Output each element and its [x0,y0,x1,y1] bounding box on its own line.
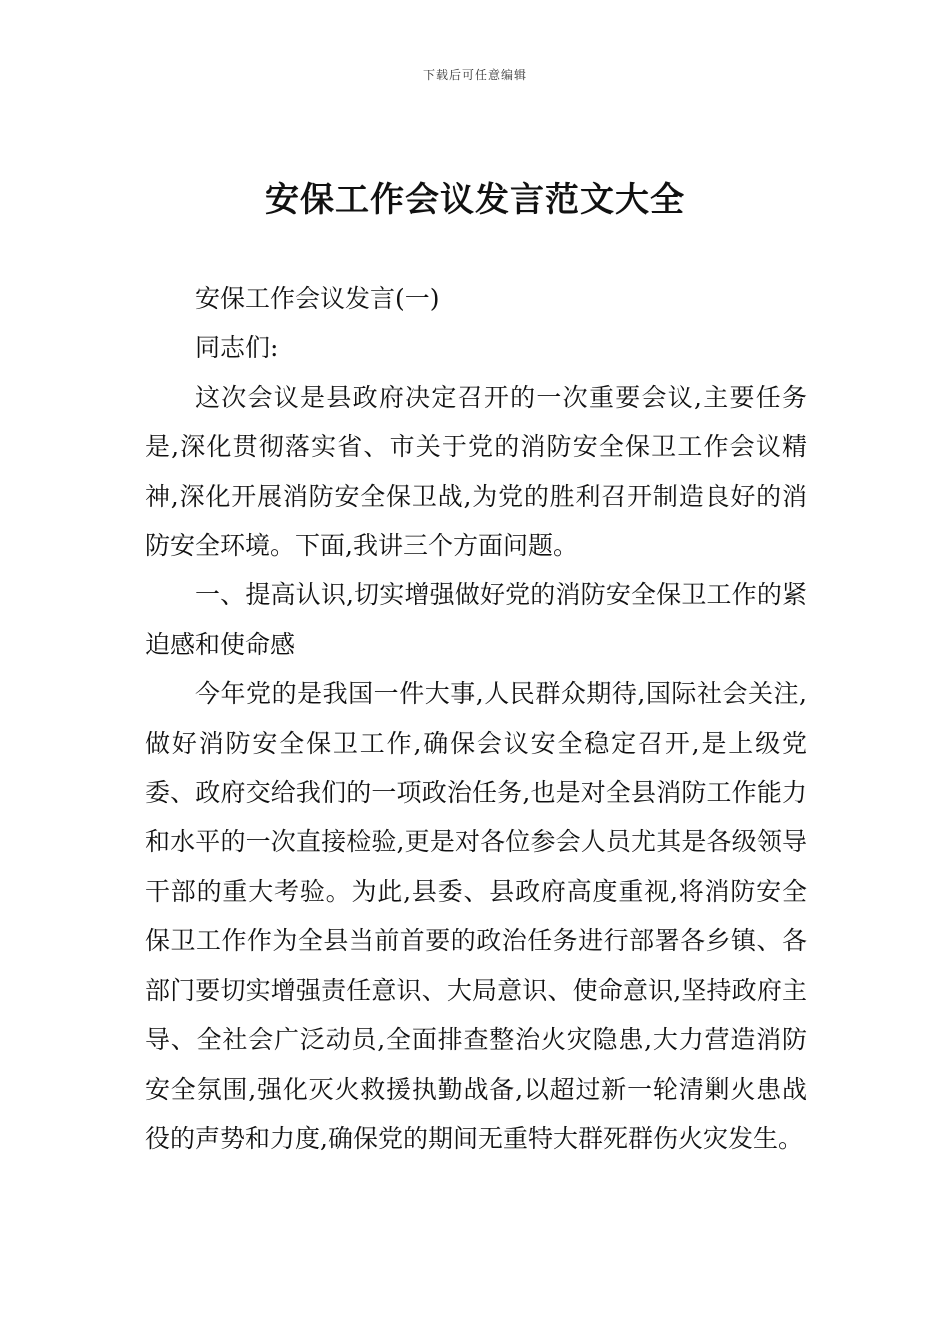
salutation: 同志们: [195,333,279,363]
document-title: 安保工作会议发言范文大全 [265,180,685,220]
paragraph: 今年党的是我国一件大事,人民群众期待,国际社会关注,做好消防安全保卫工作,确保会议安全稳定召开,是上级党委、政府交给我们的一项政治任务,也是对全县消防工作能力和水平的一次直接检验,更是对各位参会人员尤其是各级领导干部的重大考验。为此,县委、县政府高度重视,将消防安全保卫工作作为全县当前首要的政治任务进行部署各乡镇、各部门要切实增强责任意识、大局意识、使命意识,坚持政府主导、全社会广泛动员,全面排查整治火灾隐患,大力营造消防安全氛围,强化灭火救援执勤战备,以超过新一轮清剿火患战役的声势和力度,确保党的期间无重特大群死群伤火灾发生。 [145,679,807,1153]
header-note: 下载后可任意编辑 [422,68,527,82]
section-heading: 安保工作会议发言(一) [195,284,440,313]
paragraph: 这次会议是县政府决定召开的一次重要会议,主要任务是,深化贯彻落实省、市关于党的消防安全保卫工作会议精神,深化开展消防安全保卫战,为党的胜利召开制造良好的消防安全环境。下面,我讲三个方面问题。 [145,382,807,561]
subsection-heading: 一、提高认识,切实增强做好党的消防安全保卫工作的紧迫感和使命感 [145,580,807,659]
document-body [145,274,807,1163]
